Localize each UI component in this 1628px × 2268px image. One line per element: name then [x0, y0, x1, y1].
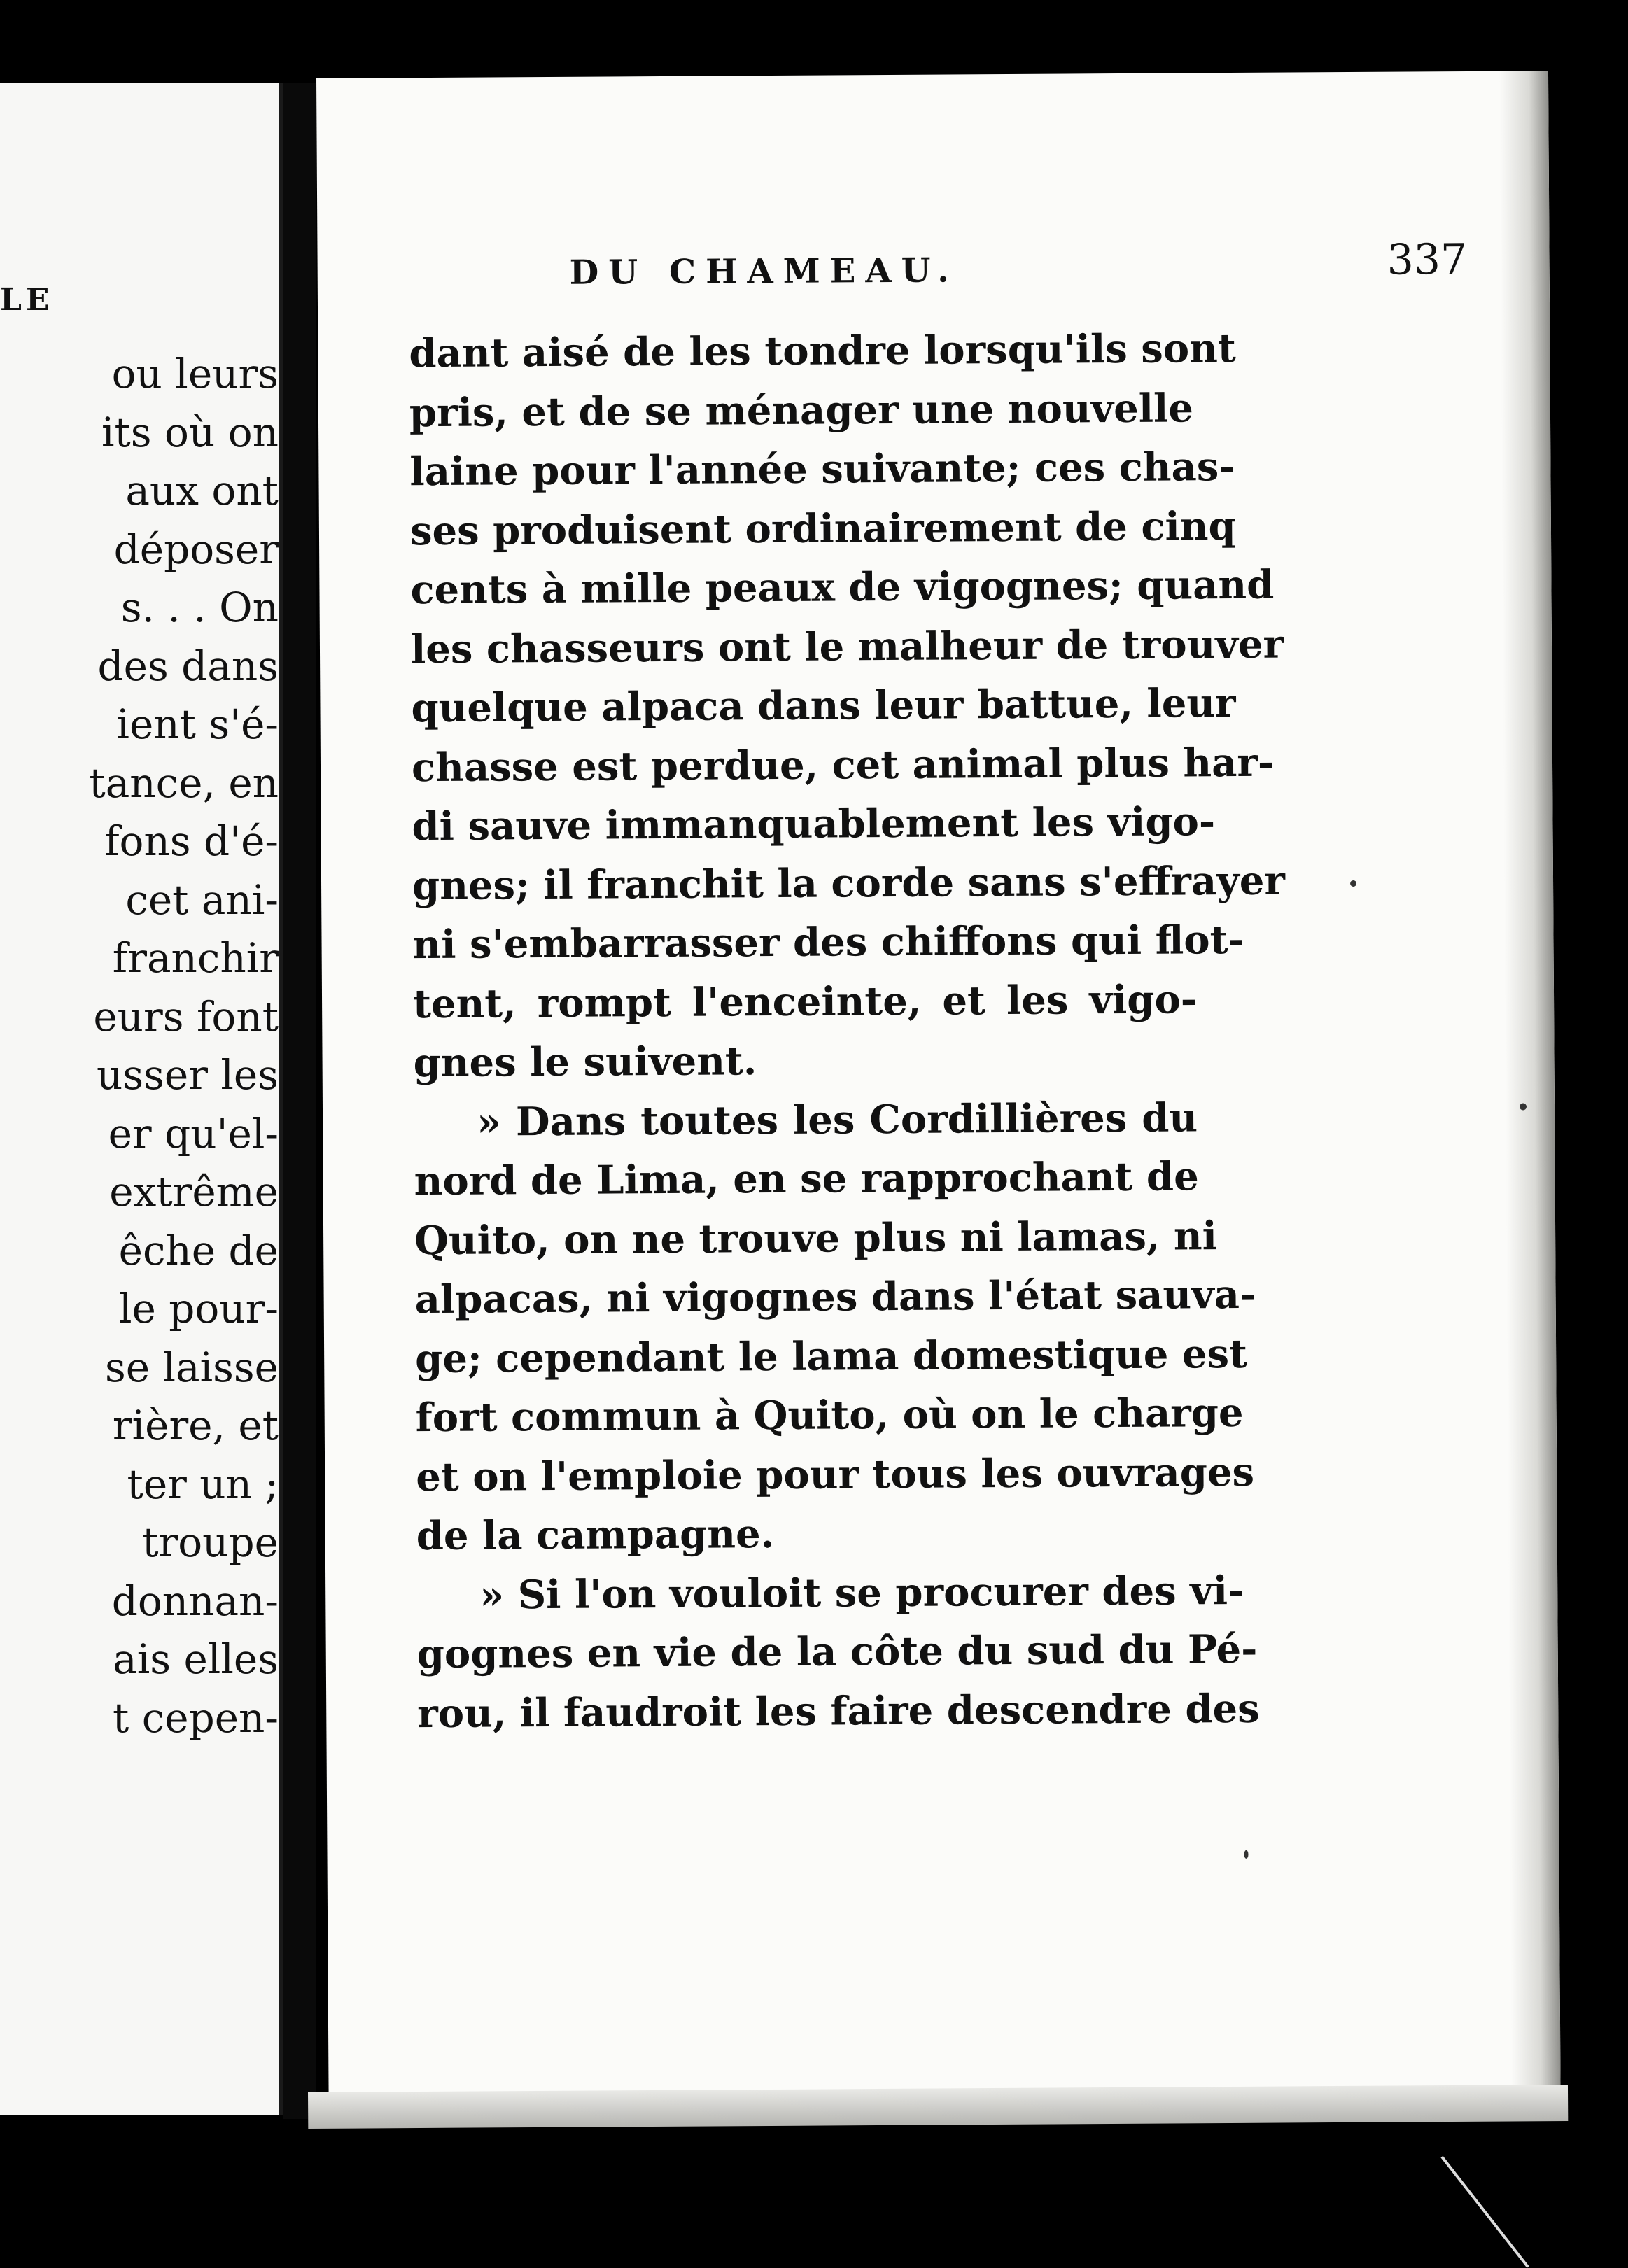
current-page: [316, 71, 1561, 2108]
left-text-line: se laisse: [104, 1343, 279, 1391]
running-head: DU CHAMEAU.: [569, 251, 959, 293]
text-line: gnes; il franchit la corde sans s'effrayer: [412, 857, 1286, 909]
text-line: quelque alpaca dans leur battue, leur: [411, 679, 1236, 732]
left-text-line: ais elles: [113, 1635, 279, 1683]
previous-page-fragment: [0, 83, 283, 2115]
left-text-column: [0, 345, 279, 1747]
left-text-line: ient s'é-: [116, 700, 279, 748]
text-line: de la campagne.: [416, 1511, 775, 1560]
text-line: » Dans toutes les Cordillières du: [476, 1094, 1198, 1146]
body-text: [409, 319, 1286, 1743]
text-line: nord de Lima, en se rapprochant de: [414, 1153, 1199, 1205]
text-line: gnes le suivent.: [413, 1038, 757, 1087]
text-line: ses produisent ordinairement de cinq: [409, 502, 1236, 554]
left-running-head: LE: [0, 282, 54, 318]
paper-speck: [1244, 1850, 1248, 1859]
text-line: » Si l'on vouloit se procurer des vi-: [479, 1567, 1244, 1619]
text-line: ni s'embarrasser des chiffons qui flot-: [412, 916, 1244, 969]
left-text-line: le pour-: [118, 1285, 279, 1332]
left-text-line: eurs font: [93, 992, 279, 1041]
left-text-line: aux ont: [125, 467, 279, 514]
text-line: ge; cependant le lama domestique est: [414, 1330, 1248, 1382]
text-line: chasse est perdue, cet animal plus har-: [411, 739, 1275, 791]
left-text-line: s. . . On: [120, 584, 279, 631]
paper-speck: [1520, 1103, 1527, 1110]
left-text-line: troupe: [142, 1519, 279, 1566]
text-line: Quito, on ne trouve plus ni lamas, ni: [414, 1212, 1218, 1264]
text-line: tent, rompt l'enceinte, et les vigo-: [412, 975, 1198, 1027]
text-line: rou, il faudroit les faire descendre des: [417, 1685, 1260, 1737]
page-edge-shadow: [1499, 71, 1561, 2100]
left-text-line: déposer: [113, 525, 279, 573]
left-text-line: er qu'el-: [108, 1109, 279, 1157]
left-text-line: ter un ;: [127, 1460, 279, 1508]
page-header: [569, 234, 1522, 316]
paper-speck: [1350, 880, 1356, 887]
left-text-line: extrême: [109, 1168, 279, 1216]
text-line: di sauve immanquablement les vigo-: [412, 798, 1216, 850]
text-line: et on l'emploie pour tous les ouvrages: [416, 1449, 1255, 1500]
left-text-line: t cepen-: [113, 1693, 279, 1742]
left-text-line: its où on: [101, 408, 279, 456]
page-number: 337: [1387, 234, 1468, 285]
book-gutter: [283, 83, 316, 2119]
left-text-line: êche de: [118, 1226, 279, 1274]
text-line: alpacas, ni vigognes dans l'état sauva-: [414, 1271, 1256, 1323]
left-text-line: franchir: [112, 934, 279, 982]
left-text-line: cet ani-: [125, 875, 279, 924]
text-line: laine pour l'année suivante; ces chas-: [409, 443, 1235, 495]
left-text-line: fons d'é-: [104, 817, 279, 865]
text-line: cents à mille peaux de vigognes; quand: [410, 561, 1275, 614]
text-line: gognes en vie de la côte du sud du Pé-: [416, 1626, 1258, 1678]
scan-artifact-line: [1440, 2156, 1529, 2268]
left-text-line: donnan-: [111, 1577, 279, 1625]
left-text-line: rière, et: [112, 1402, 279, 1449]
left-text-line: des dans: [97, 642, 279, 690]
page-bottom-edge: [308, 2085, 1568, 2129]
left-text-line: usser les: [96, 1051, 279, 1099]
left-text-line: ou leurs: [111, 350, 279, 397]
text-line: fort commun à Quito, où on le charge: [415, 1389, 1244, 1442]
left-text-line: tance, en: [89, 759, 279, 807]
text-line: pris, et de se ménager une nouvelle: [409, 384, 1194, 436]
text-line: les chasseurs ont le malheur de trouver: [410, 621, 1284, 672]
text-line: dant aisé de les tondre lorsqu'ils sont: [409, 325, 1236, 377]
